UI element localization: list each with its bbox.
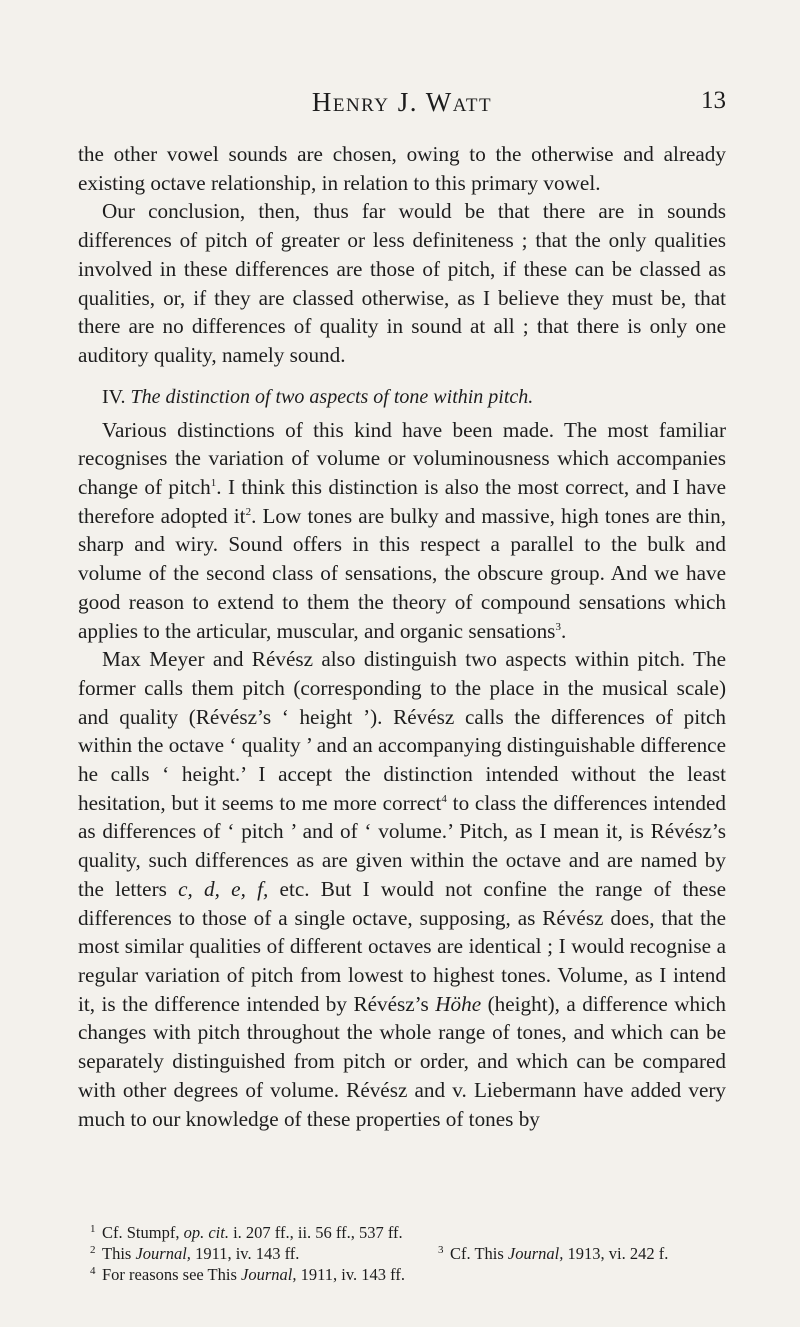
text-run: etc. But I would not confine the range of these differences to those of a single octave, supposing, as Révész does, that the most similar qualities of different octaves are identical ; I would recognise a regular variation of pitch from lowest to highest tones. Volume, as I intend it, is the difference intended by Révész’s [78, 876, 726, 1016]
footnote-ref: 4 [441, 792, 447, 805]
footnote-italic: Journal, [135, 1244, 191, 1263]
footnote-mark: 1 [90, 1223, 96, 1235]
paragraph-4 [78, 645, 726, 1133]
text-run: Max Meyer and Révész also distinguish two aspects within pitch. The former calls them pitch (corresponding to the place in the musical scale) and quality (Révész’s ‘ height ’). Révész calls the differences of pitch within the octave ‘ quality ’ and an accompanying distinguishable difference he calls ‘ height.’ I accept the distinction intended without the least hesitation, but it seems to me more correct [78, 647, 726, 815]
footnote-italic: op. cit. [183, 1223, 229, 1242]
footnote-3 [422, 1243, 668, 1264]
footnote-mark: 2 [90, 1244, 96, 1256]
footnote-ref: 3 [555, 620, 561, 633]
footnote-text: Cf. This [450, 1244, 508, 1263]
footnote-mark: 4 [90, 1265, 96, 1277]
footnote-text: 1913, vi. 242 f. [563, 1244, 669, 1263]
footnote-italic: Journal, [507, 1244, 564, 1263]
footnote-mark: 3 [438, 1244, 444, 1256]
footnotes [78, 1222, 726, 1285]
footnote-text: 1911, iv. 143 ff. [296, 1265, 405, 1284]
page-number: 13 [701, 87, 726, 114]
footnote-row [78, 1243, 726, 1264]
footnote-text: i. 207 ff., ii. 56 ff., 537 ff. [228, 1223, 403, 1242]
footnote-text: For reasons see This [102, 1265, 242, 1284]
footnote-ref: 2 [245, 505, 252, 518]
text-run: to class the differences intended as differences of ‘ pitch ’ and of ‘ volume.’ Pitch, as I mean it, is Révész’s quality, such differences as are given within the octave and are named by the letters [78, 790, 726, 901]
section-number: IV. [102, 385, 126, 408]
footnote-text: Cf. Stumpf, [102, 1223, 184, 1242]
footnote-4 [78, 1264, 726, 1285]
footnote-text: 1911, iv. 143 ff. [190, 1244, 300, 1263]
text-run: . I think this distinction is also the most correct, and I have therefore adopted it [78, 475, 726, 528]
page-header [78, 83, 726, 123]
paragraph-1: the other vowel sounds are chosen, owing to the otherwise and already existing octave relationship, in relation to this primary vowel. [78, 142, 726, 195]
italic-letters: c, d, e, f, [178, 876, 269, 901]
text-run: . [560, 618, 567, 643]
text-run: Various distinctions of this kind have been made. The most familiar recognises the variation of volume or voluminousness which accompanies change of pitch [78, 417, 726, 500]
paragraph-2: Our conclusion, then, thus far would be that there are in sounds differences of pitch of greater or less definiteness ; that the only qualities involved in these differences are those of pitch, if these can be classed as qualities, or, if they are classed otherwise, as I believe they must be, that there are no differences of quality in sound at all ; that there is only one auditory quality, namely sound. [78, 199, 726, 367]
paragraph-3 [78, 416, 726, 646]
section-heading [78, 383, 726, 411]
footnote-italic: Journal, [241, 1265, 297, 1284]
body-text [78, 140, 726, 1133]
section-title: The distinction of two aspects of tone within pitch. [130, 385, 534, 408]
footnote-ref: 1 [210, 476, 217, 489]
italic-term: Höhe [435, 991, 482, 1016]
running-head: Henry J. Watt [311, 87, 493, 117]
text-run: (height), a difference which changes with pitch throughout the whole range of tones, and which can be separately distinguished from pitch or order, and which can be compared with other degrees of volume. Révész and v. Liebermann have added very much to our knowledge of these properties of tones by [78, 991, 726, 1131]
text-run: . Low tones are bulky and massive, high tones are thin, sharp and wiry. Sound offers in this respect a parallel to the bulk and volume of the second class of sensations, the obscure group. And we have good reason to extend to them the theory of compound sensations which applies to the articular, muscular, and organic sensations [78, 503, 726, 643]
footnote-1 [78, 1222, 726, 1243]
footnote-2 [90, 1243, 422, 1264]
footnote-text: This [102, 1244, 136, 1263]
